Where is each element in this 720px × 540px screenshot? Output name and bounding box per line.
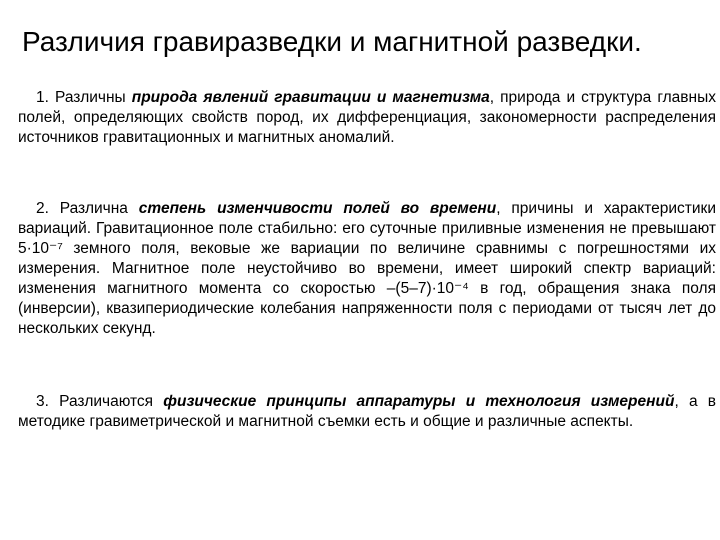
- slide-title: Различия гравиразведки и магнитной разведки.: [22, 26, 642, 57]
- paragraph-1-emphasis: природа явлений гравитации и магнетизма: [131, 89, 490, 106]
- paragraph-2: [18, 199, 716, 339]
- paragraph-3: [18, 392, 716, 432]
- paragraph-1-text: , природа и структура главных полей, определяющих свойств пород, их дифференциация, закономерности распределения источников гравитационных и магнитных аномалий.: [18, 89, 716, 146]
- paragraph-3-text: , а в методике гравиметрической и магнитной съемки есть и общие и различные аспекты.: [18, 393, 716, 430]
- paragraph-2-emphasis: степень изменчивости полей во времени: [138, 200, 497, 217]
- paragraph-2-lead: Различна: [48, 200, 139, 217]
- paragraph-2-number: 2.: [36, 200, 49, 217]
- paragraph-1-lead: Различны: [48, 89, 132, 106]
- paragraph-1: [18, 88, 716, 148]
- paragraph-2-text: , причины и характеристики вариаций. Гравитационное поле стабильно: его суточные приливные изменения не превышают 5·10⁻⁷ земного поля, вековые же вариации по величине сравнимы с погрешностями их измерения. Магнитное поле неустойчиво во времени, имеет широкий спектр вариаций: изменения магнитного момента со скоростью –(5–7)·10⁻⁴ в год, обращения знака поля (инверсии), квазипериодические колебания напряженности поля с периодами от тысяч лет до нескольких секунд.: [18, 200, 717, 337]
- paragraph-3-number: 3.: [36, 393, 49, 410]
- paragraph-1-number: 1.: [36, 89, 49, 106]
- paragraph-3-lead: Различаются: [48, 393, 164, 410]
- paragraph-3-emphasis: физические принципы аппаратуры и технология измерений: [163, 393, 675, 410]
